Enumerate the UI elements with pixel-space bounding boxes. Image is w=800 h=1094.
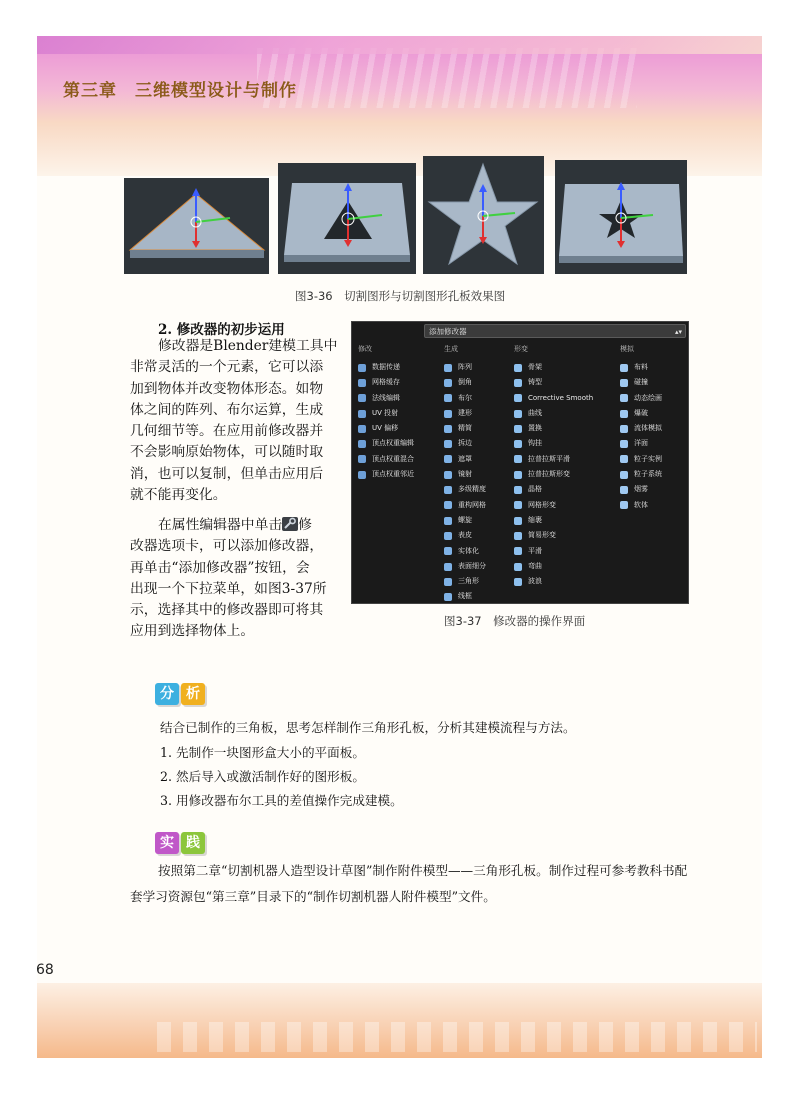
modifier-icon xyxy=(514,410,522,418)
menu-item[interactable]: 顶点权重编辑 xyxy=(358,436,436,451)
menu-item[interactable]: 拆边 xyxy=(444,436,524,451)
para1-line: 几何细节等。在应用前修改器并 xyxy=(130,423,324,440)
menu-item[interactable]: Corrective Smooth xyxy=(514,391,614,406)
menu-column-simulate xyxy=(620,344,686,513)
modifier-icon xyxy=(444,532,452,540)
wrench-icon xyxy=(282,517,298,531)
analysis-step: 2. 然后导入或激活制作好的图形板。 xyxy=(160,769,365,784)
modifier-icon xyxy=(620,425,628,433)
para1-line: 体之间的阵列、布尔运算，生成 xyxy=(130,401,324,418)
menu-item[interactable]: 粒子实例 xyxy=(620,452,686,467)
footer-band xyxy=(37,983,762,1058)
practice-text: 按照第二章“切割机器人造型设计草图”制作附件模型——三角形孔板。制作过程可参考教科书配套学习资源包“第三章”目录下的“制作切割机器人附件模型”文件。 xyxy=(130,863,688,904)
modifier-icon xyxy=(514,486,522,494)
menu-item[interactable]: 顶点权重邻近 xyxy=(358,467,436,482)
modifier-icon xyxy=(620,471,628,479)
menu-item[interactable]: 布料 xyxy=(620,360,686,375)
modifier-icon xyxy=(358,410,366,418)
para1-line: 就不能再变化。 xyxy=(130,487,227,504)
add-modifier-dropdown[interactable] xyxy=(424,324,686,338)
para1-line: 非常灵活的一个元素，它可以添 xyxy=(130,359,324,376)
menu-column-deform xyxy=(514,344,614,589)
practice-badge-char: 践 xyxy=(181,832,205,854)
menu-item[interactable]: 拉普拉斯平滑 xyxy=(514,452,614,467)
modifier-icon xyxy=(358,440,366,448)
menu-column-header: 修改 xyxy=(358,345,372,353)
add-modifier-dropdown-label: 添加修改器 xyxy=(429,327,467,336)
page-number: 68 xyxy=(36,962,54,978)
modifier-icon xyxy=(444,364,452,372)
modifier-icon xyxy=(358,455,366,463)
menu-item[interactable]: 倒角 xyxy=(444,375,524,390)
modifier-icon xyxy=(444,440,452,448)
analysis-intro: 结合已制作的三角板，思考怎样制作三角形孔板，分析其建模流程与方法。 xyxy=(160,720,576,735)
modifier-icon xyxy=(358,379,366,387)
modifier-icon xyxy=(514,501,522,509)
modifier-icon xyxy=(514,517,522,525)
section-paragraph-2 xyxy=(130,515,345,643)
modifier-icon xyxy=(620,364,628,372)
menu-item[interactable]: 线框 xyxy=(444,589,524,604)
menu-item[interactable]: 置换 xyxy=(514,421,614,436)
modifier-icon xyxy=(444,486,452,494)
menu-item[interactable]: 曲线 xyxy=(514,406,614,421)
menu-item[interactable]: 拉普拉斯形变 xyxy=(514,467,614,482)
analysis-badge-char: 析 xyxy=(181,683,205,705)
modifier-icon xyxy=(358,394,366,402)
para2-line: 出现一个下拉菜单，如图3-37所 xyxy=(130,580,327,597)
figure-triangle-render xyxy=(124,178,269,274)
menu-item[interactable]: UV 偏移 xyxy=(358,421,436,436)
menu-item[interactable]: 法线编辑 xyxy=(358,391,436,406)
para1-line: 修改器是Blender建模工具中 xyxy=(158,338,338,354)
modifier-icon xyxy=(514,379,522,387)
menu-column-modify xyxy=(358,344,436,482)
menu-item[interactable]: 布尔 xyxy=(444,391,524,406)
modifier-icon xyxy=(358,425,366,433)
modifier-icon xyxy=(514,394,522,402)
modifier-icon xyxy=(444,501,452,509)
menu-item[interactable]: 阵列 xyxy=(444,360,524,375)
modifier-icon xyxy=(620,394,628,402)
menu-item[interactable]: 三角形 xyxy=(444,574,524,589)
menu-item[interactable]: 多级精度 xyxy=(444,482,524,497)
modifier-icon xyxy=(514,440,522,448)
menu-item[interactable]: 重构网格 xyxy=(444,498,524,513)
menu-item[interactable]: 晶格 xyxy=(514,482,614,497)
modifier-icon xyxy=(620,410,628,418)
modifier-icon xyxy=(514,547,522,555)
menu-column-header: 生成 xyxy=(444,345,458,353)
section-heading: 2. 修改器的初步运用 xyxy=(158,322,285,338)
menu-item[interactable]: 平滑 xyxy=(514,544,614,559)
para2-line: 示，选择其中的修改器即可将其 xyxy=(130,602,324,619)
modifier-icon xyxy=(444,563,452,571)
menu-item[interactable]: 缩裹 xyxy=(514,513,614,528)
menu-item[interactable]: 骨架 xyxy=(514,360,614,375)
menu-item[interactable]: 弯曲 xyxy=(514,559,614,574)
modifier-icon xyxy=(444,547,452,555)
menu-item[interactable]: 遮罩 xyxy=(444,452,524,467)
modifier-icon xyxy=(444,379,452,387)
menu-item[interactable]: 实体化 xyxy=(444,544,524,559)
modifier-icon xyxy=(444,471,452,479)
figure-triangle-hole-plate-render xyxy=(278,163,416,274)
menu-item[interactable]: 建形 xyxy=(444,406,524,421)
menu-item[interactable]: 钩挂 xyxy=(514,436,614,451)
menu-column-header: 形变 xyxy=(514,345,528,353)
para2-line: 再单击“添加修改器”按钮，会 xyxy=(130,559,310,576)
menu-item[interactable]: 精简 xyxy=(444,421,524,436)
menu-item[interactable]: 表皮 xyxy=(444,528,524,543)
menu-item[interactable]: 洋面 xyxy=(620,436,686,451)
para1-line: 不会影响原始物体，可以随时取 xyxy=(130,444,324,461)
dropdown-arrows-icon: ▴▾ xyxy=(674,328,682,336)
figure-star-render xyxy=(423,156,544,274)
para2-line-end: 修 xyxy=(298,517,312,533)
menu-item[interactable]: 流体模拟 xyxy=(620,421,686,436)
para1-line: 加到物体并改变物体形态。如物 xyxy=(130,380,324,397)
analysis-badge xyxy=(155,683,205,705)
modifier-icon xyxy=(444,593,452,601)
para1-line: 消，也可以复制，但单击应用后 xyxy=(130,465,324,482)
menu-column-generate xyxy=(444,344,524,605)
modifier-icon xyxy=(514,532,522,540)
menu-item[interactable]: UV 投射 xyxy=(358,406,436,421)
menu-item[interactable]: 顶点权重混合 xyxy=(358,452,436,467)
practice-badge-char: 实 xyxy=(155,832,179,854)
modifier-icon xyxy=(514,471,522,479)
modifier-icon xyxy=(444,455,452,463)
practice-badge xyxy=(155,832,205,854)
chapter-title: 第三章 三维模型设计与制作 xyxy=(63,81,297,101)
modifier-icon xyxy=(620,440,628,448)
modifier-icon xyxy=(358,364,366,372)
figure-3-37-caption: 图3-37 修改器的操作界面 xyxy=(444,614,586,628)
figure-3-36-caption: 图3-36 切割图形与切割图形孔板效果图 xyxy=(295,289,506,303)
menu-item[interactable]: 镜射 xyxy=(444,467,524,482)
menu-item[interactable]: 动态绘画 xyxy=(620,391,686,406)
modifier-icon xyxy=(514,578,522,586)
menu-item[interactable]: 软体 xyxy=(620,498,686,513)
menu-item[interactable]: 表面细分 xyxy=(444,559,524,574)
analysis-badge-char: 分 xyxy=(155,683,179,705)
para2-line-start: 在属性编辑器中单击 xyxy=(158,517,283,533)
analysis-step: 1. 先制作一块图形盒大小的平面板。 xyxy=(160,745,365,760)
modifier-icon xyxy=(358,471,366,479)
menu-item[interactable]: 铸型 xyxy=(514,375,614,390)
modifier-icon xyxy=(514,455,522,463)
menu-item[interactable]: 网格形变 xyxy=(514,498,614,513)
menu-item[interactable]: 爆破 xyxy=(620,406,686,421)
modifier-icon xyxy=(514,364,522,372)
menu-item[interactable]: 网格缓存 xyxy=(358,375,436,390)
modifier-icon xyxy=(514,425,522,433)
modifier-icon xyxy=(444,410,452,418)
menu-item[interactable]: 烟雾 xyxy=(620,482,686,497)
menu-item[interactable]: 碰撞 xyxy=(620,375,686,390)
figure-star-hole-plate-render xyxy=(555,160,687,274)
analysis-step: 3. 用修改器布尔工具的差值操作完成建模。 xyxy=(160,793,403,808)
menu-item[interactable]: 数据传递 xyxy=(358,360,436,375)
modifier-icon xyxy=(514,563,522,571)
section-paragraph-1 xyxy=(130,336,345,506)
header-band xyxy=(37,36,762,176)
modifier-icon xyxy=(444,517,452,525)
modifier-icon xyxy=(444,394,452,402)
menu-item[interactable]: 粒子系统 xyxy=(620,467,686,482)
para2-line: 改器选项卡，可以添加修改器， xyxy=(130,538,324,555)
modifier-icon xyxy=(620,501,628,509)
menu-column-header: 模拟 xyxy=(620,345,634,353)
menu-item[interactable]: 简易形变 xyxy=(514,528,614,543)
modifier-icon xyxy=(444,425,452,433)
para2-line: 应用到选择物体上。 xyxy=(130,623,255,640)
modifier-icon xyxy=(620,379,628,387)
menu-item[interactable]: 波浪 xyxy=(514,574,614,589)
modifier-icon xyxy=(620,455,628,463)
modifier-icon xyxy=(620,486,628,494)
menu-item[interactable]: 螺旋 xyxy=(444,513,524,528)
add-modifier-menu xyxy=(351,321,689,604)
modifier-icon xyxy=(444,578,452,586)
